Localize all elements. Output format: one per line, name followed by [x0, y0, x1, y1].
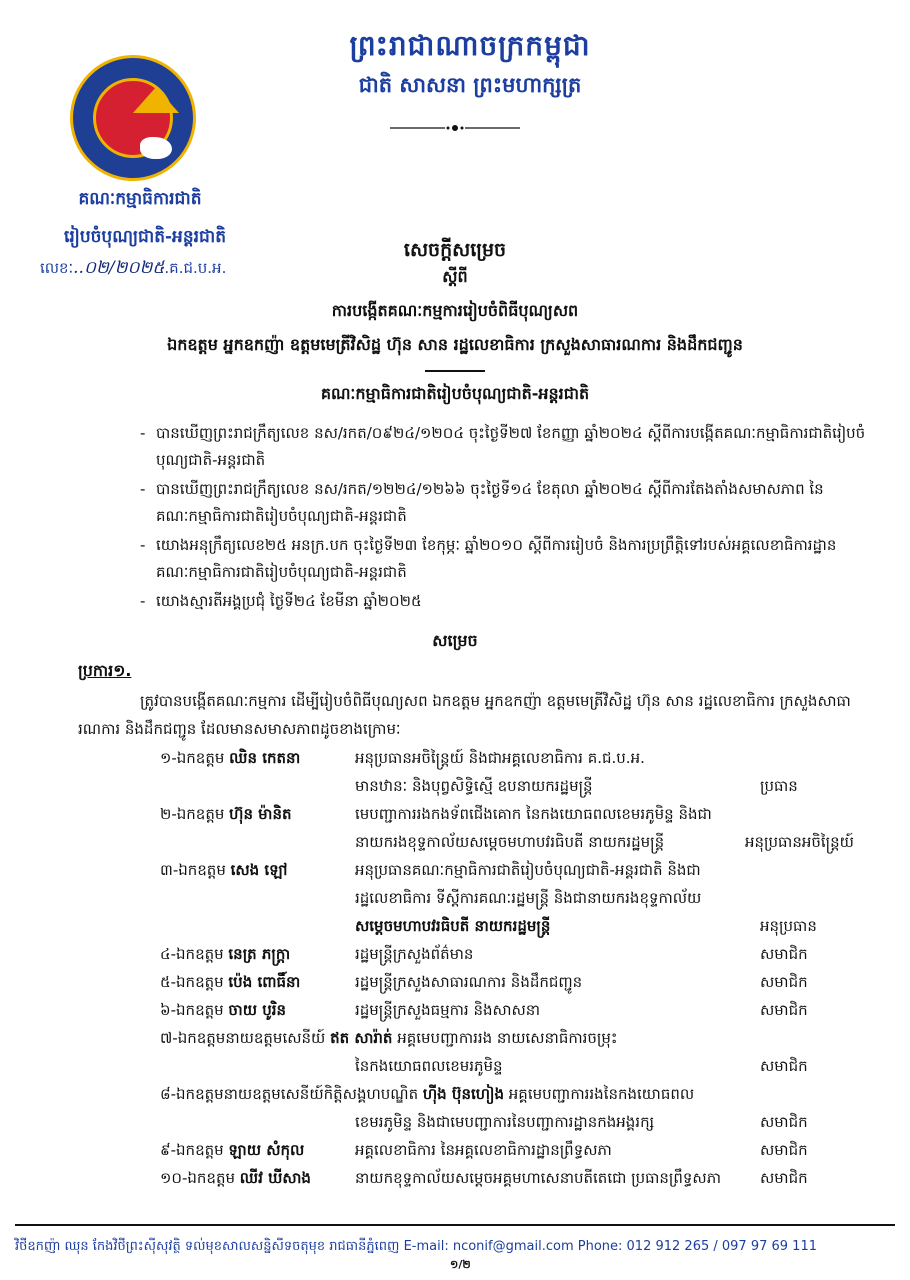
member-row: ៧-ឯកឧត្តមនាយឧត្តមសេនីយ៍ ឥត សារ៉ាត់ អគ្គមេបញ្ជាការរង នាយសេនាធិការចម្រុះ	[160, 1029, 618, 1047]
member-row: ១០-ឯកឧត្តម ឈីវ ឃីសាង នាយកខុទ្ទកាល័យសម្តេចអគ្គមហាសេនាបតីតេជោ ប្រធានព្រឹទ្ធសភា សមាជិក	[160, 1164, 850, 1192]
member-row: ៤-ឯកឧត្តម នេត្រ ភក្ត្រា រដ្ឋមន្ត្រីក្រសួងព័ត៌មាន សមាជិក	[160, 940, 850, 968]
member-position: អនុប្រធានអចិន្ត្រៃយ៍	[745, 833, 854, 851]
reference-number: លេខៈ..០២/២០២៥.គ.ជ.ប.អ.	[40, 258, 227, 278]
ornament-divider	[390, 122, 520, 134]
member-row: រដ្ឋលេខាធិការ ទីស្តីការគណៈរដ្ឋមន្ត្រី និងជានាយករងខុទ្ទកាល័យ	[355, 889, 702, 907]
consideration-item: - បានឃើញព្រះរាជក្រឹត្យលេខ នស/រកត/០៩២៤/១២០៤ ចុះថ្ងៃទី២៧ ខែកញ្ញា ឆ្នាំ២០២៤ ស្តីពីការបង្កើតគណៈកម្មាធិការជាតិរៀបចំបុណ្យជាតិ-អន្តរជាតិ	[140, 424, 866, 469]
map-icon	[140, 137, 172, 159]
member-position: សមាជិក	[760, 1001, 808, 1019]
members-list	[160, 744, 854, 1192]
document-title: សេចក្តីសម្រេច	[403, 239, 507, 261]
considerations-list	[140, 420, 880, 617]
member-row: ខេមរភូមិន្ទ និងជាមេបញ្ជាការនៃបញ្ជាការដ្ឋានកងអង្គរក្ស សមាជិក	[160, 1108, 850, 1136]
subject-line-2: ឯកឧត្តម អ្នកឧកញ៉ា ឧត្តមមេត្រីវិសិដ្ឋ ហ៊ុន សាន រដ្ឋលេខាធិការ ក្រសួងសាធារណការ និងដឹកជញ្ជូន	[167, 335, 743, 354]
member-row: ១-ឯកឧត្តម ឈិន កេតនា អនុប្រធានអចិន្ត្រៃយ៍ និងជាអគ្គលេខាធិការ គ.ជ.ប.អ.	[160, 749, 645, 767]
member-position: សមាជិក	[760, 1141, 808, 1159]
member-position: សមាជិក	[760, 1113, 808, 1131]
footer-divider	[15, 1224, 895, 1226]
member-position: សមាជិក	[760, 1169, 808, 1187]
member-row: នៃកងយោធពលខេមរភូមិន្ទ សមាជិក	[160, 1052, 850, 1080]
handwritten-number: ..០២/២០២៥	[73, 258, 165, 278]
kingdom-heading: ព្រះរាជាណាចក្រកម្ពុជា	[349, 29, 591, 62]
regarding-label: ស្តីពី	[442, 267, 468, 286]
decides-heading: សម្រេច	[432, 631, 478, 650]
page-number: ១/២	[450, 1258, 471, 1271]
consideration-item: - យោងស្មារតីអង្គប្រជុំ ថ្ងៃទី២៤ ខែមីនា ឆ្នាំ២០២៥	[140, 592, 422, 610]
member-position: អនុប្រធាន	[760, 917, 817, 935]
issuing-committee: គណៈកម្មាធិការជាតិរៀបចំបុណ្យជាតិ-អន្តរជាតិ	[320, 384, 590, 403]
member-row: ៥-ឯកឧត្តម ប៉េង ពោធិ៍នា រដ្ឋមន្ត្រីក្រសួងសាធារណការ និងដឹកជញ្ជូន សមាជិក	[160, 968, 850, 996]
article-1-text: ត្រូវបានបង្កើតគណៈកម្មការ ដើម្បីរៀបចំពិធីបុណ្យសព ឯកឧត្តម អ្នកឧកញ៉ា ឧត្តមមេត្រីវិសិដ្ឋ ហ៊ុន សាន រដ្ឋលេខាធិការ ក្រសួងសាធារណការ និងដឹកជញ្ជូន ដែលមានសមាសភាពដូចខាងក្រោមៈ	[78, 692, 851, 738]
national-motto: ជាតិ សាសនា ព្រះមហាក្សត្រ	[358, 72, 582, 97]
member-row: ២-ឯកឧត្តម ហ៊ុន ម៉ានិត មេបញ្ជាការរងកងទ័ពជើងគោក នៃកងយោធពលខេមរភូមិន្ទ និងជា	[160, 805, 712, 823]
committee-seal	[70, 55, 196, 181]
member-row: នាយករងខុទ្ទកាល័យសម្តេចមហាបវរធិបតី នាយករដ្ឋមន្ត្រី អនុប្រធានអចិន្ត្រៃយ៍	[160, 828, 850, 856]
member-row: មានឋានៈ និងបុព្វសិទ្ធិស្មើ ឧបនាយករដ្ឋមន្ត្រី ប្រធាន	[160, 772, 850, 800]
article-1-label: ប្រការ១.	[78, 661, 132, 680]
member-position: សមាជិក	[760, 945, 808, 963]
member-position: សមាជិក	[760, 973, 808, 991]
member-position: សមាជិក	[760, 1057, 808, 1075]
member-row: ៩-ឯកឧត្តម ឡាយ សំកុល អគ្គលេខាធិការ នៃអគ្គលេខាធិការដ្ឋានព្រឹទ្ធសភា សមាជិក	[160, 1136, 850, 1164]
org-name-line2: រៀបចំបុណ្យជាតិ-អន្តរជាតិ	[63, 227, 227, 247]
org-name-line1: គណៈកម្មាធិការជាតិ	[78, 189, 202, 209]
member-row: ៣-ឯកឧត្តម សេង ឡៅ អនុប្រធានគណៈកម្មាធិការជាតិរៀបចំបុណ្យជាតិ-អន្តរជាតិ និងជា	[160, 861, 701, 879]
footer-contact: វិថីឧកញ៉ា ឈុន កែងវិថីព្រះស៊ីសុវត្ថិ ទល់មុខសាលសន្និសីទចតុមុខ រាជធានីភ្នំពេញ E-mail: nconif@gmail.com Phone: 012 912 265 / 097 97 69 111	[15, 1239, 817, 1254]
angkor-temple-icon	[133, 87, 179, 113]
member-position: ប្រធាន	[760, 777, 798, 795]
consideration-item: - យោងអនុក្រឹត្យលេខ២៥ អនក្រ.បក ចុះថ្ងៃទី២៣ ខែកុម្ភៈ ឆ្នាំ២០១០ ស្តីពីការរៀបចំ និងការប្រព្រឹត្តិទៅរបស់អគ្គលេខាធិការដ្ឋានគណៈកម្មាធិការជាតិរៀបចំបុណ្យជាតិ-អន្តរជាតិ	[140, 536, 837, 581]
member-row: ៦-ឯកឧត្តម ចាយ បូរិន រដ្ឋមន្ត្រីក្រសួងធម្មការ និងសាសនា សមាជិក	[160, 996, 850, 1024]
member-row: សម្តេចមហាបវរធិបតី នាយករដ្ឋមន្ត្រី អនុប្រធាន	[160, 912, 850, 940]
title-divider	[425, 370, 485, 372]
consideration-item: - បានឃើញព្រះរាជក្រឹត្យលេខ នស/រកត/១២២៤/១២៦៦ ចុះថ្ងៃទី១៤ ខែតុលា ឆ្នាំ២០២៤ ស្តីពីការតែងតាំងសមាសភាព នៃគណៈកម្មាធិការជាតិរៀបចំបុណ្យជាតិ-អន្តរជាតិ	[140, 480, 824, 525]
member-row: ៨-ឯកឧត្តមនាយឧត្តមសេនីយ៍កិត្តិសង្គហបណ្ឌិត ហ៊ីង ប៊ុនហៀង អគ្គមេបញ្ជាការរងនៃកងយោធពល	[160, 1085, 695, 1103]
subject-line-1: ការបង្កើតគណៈកម្មការរៀបចំពិធីបុណ្យសព	[331, 301, 579, 320]
